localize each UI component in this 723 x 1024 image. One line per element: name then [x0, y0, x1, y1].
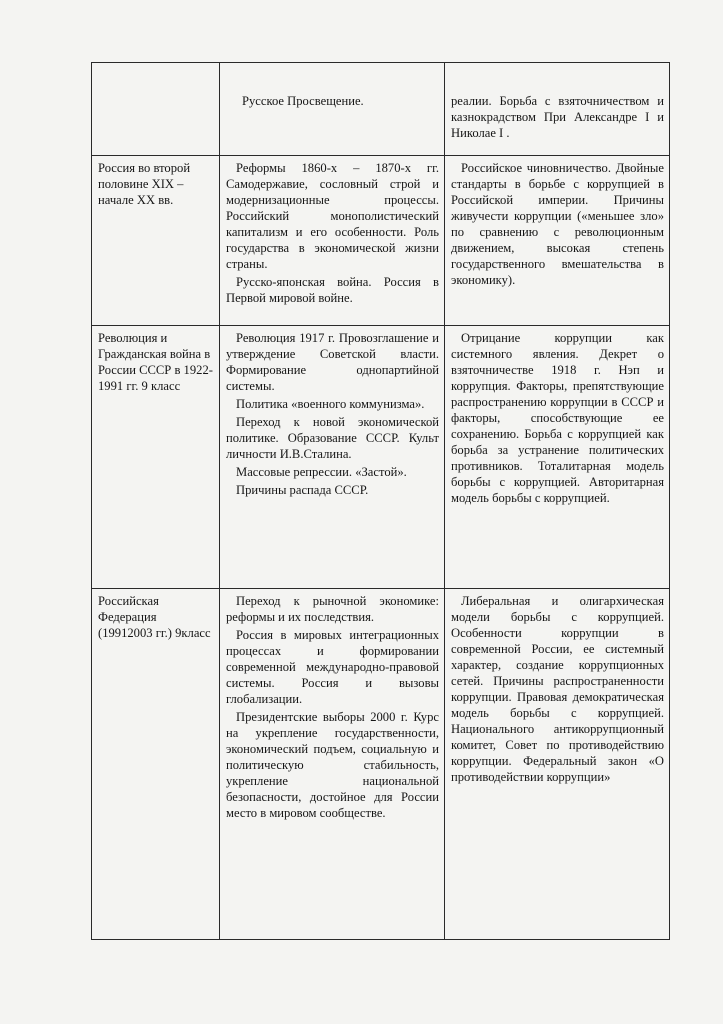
topics-cell	[220, 156, 445, 326]
topic-paragraph: Революция 1917 г. Провозглашение и утверждение Советской власти. Формирование однопартийной системы.	[226, 331, 439, 393]
table-row	[92, 63, 670, 156]
corruption-cell	[445, 589, 670, 940]
topics-cell	[220, 63, 445, 156]
period-cell: Россия во второй половине XIX – начале XX вв.	[92, 156, 220, 326]
topic-paragraph: Переход к рыночной экономике: реформы и их последствия.	[226, 594, 439, 624]
period-cell	[92, 63, 220, 156]
corruption-cell	[445, 326, 670, 589]
corruption-cell	[445, 156, 670, 326]
topics-cell	[220, 326, 445, 589]
table-row	[92, 156, 670, 326]
topic-paragraph: Русское Просвещение.	[242, 94, 364, 108]
corruption-paragraph: реалии. Борьба с взяточничеством и казнокрадством При Александре I и Николае I .	[451, 94, 664, 140]
topic-paragraph: Политика «военного коммунизма».	[236, 397, 425, 411]
corruption-paragraph: Российское чиновничество. Двойные стандарты в борьбе с коррупцией в Российской империи. Причины живучести коррупции («меньшее зло» по сравнению с революционным движением, высокая степень государственного вмешательства в экономику).	[451, 161, 664, 287]
topic-paragraph: Русско-японская война. Россия в Первой мировой войне.	[226, 275, 439, 305]
topic-paragraph: Переход к новой экономической политике. Образование СССР. Культ личности И.В.Сталина.	[226, 415, 439, 461]
topic-paragraph: Президентские выборы 2000 г. Курс на укрепление государственности, экономический подъем, социальную и политическую стабильность, укрепление национальной безопасности, достойное для России место в мировом сообществе.	[226, 710, 439, 820]
topic-paragraph: Реформы 1860-х – 1870-х гг. Самодержавие, сословный строй и модернизационные процессы. Российский монополистический капитализм и его особенности. Роль государства в экономической жизни страны.	[226, 161, 439, 271]
period-cell: Революция и Гражданская война в России СССР в 1922-1991 гг. 9 класс	[92, 326, 220, 589]
table-row	[92, 326, 670, 589]
topic-paragraph: Массовые репрессии. «Застой».	[236, 465, 407, 479]
corruption-cell	[445, 63, 670, 156]
corruption-paragraph: Отрицание коррупции как системного явления. Декрет о взяточничестве 1918 г. Нэп и коррупция. Факторы, препятствующие распространению коррупции в СССР и факторы, способствующие ее сохранению. Борьба с коррупцией как борьба за устранение политических противников. Тоталитарная модель борьбы с коррупцией. Авторитарная модель борьбы с коррупцией.	[451, 331, 664, 505]
corruption-paragraph: Либеральная и олигархическая модели борьбы с коррупцией. Особенности коррупции в современной России, ее системный характер, создание коррупционных сетей. Причины распространенности коррупции. Правовая демократическая модель борьбы с коррупцией. Национального антикоррупционный комитет, Совет по противодействию коррупции. Федеральный закон «О противодействии коррупции»	[451, 594, 664, 784]
curriculum-table	[91, 62, 670, 940]
topics-cell	[220, 589, 445, 940]
topic-paragraph: Причины распада СССР.	[236, 483, 369, 497]
period-cell: Российская Федерация (19912003 гг.) 9класс	[92, 589, 220, 940]
topic-paragraph: Россия в мировых интеграционных процессах и формировании современной международно-правовой системы. Россия и вызовы глобализации.	[226, 628, 439, 706]
table-row	[92, 589, 670, 940]
